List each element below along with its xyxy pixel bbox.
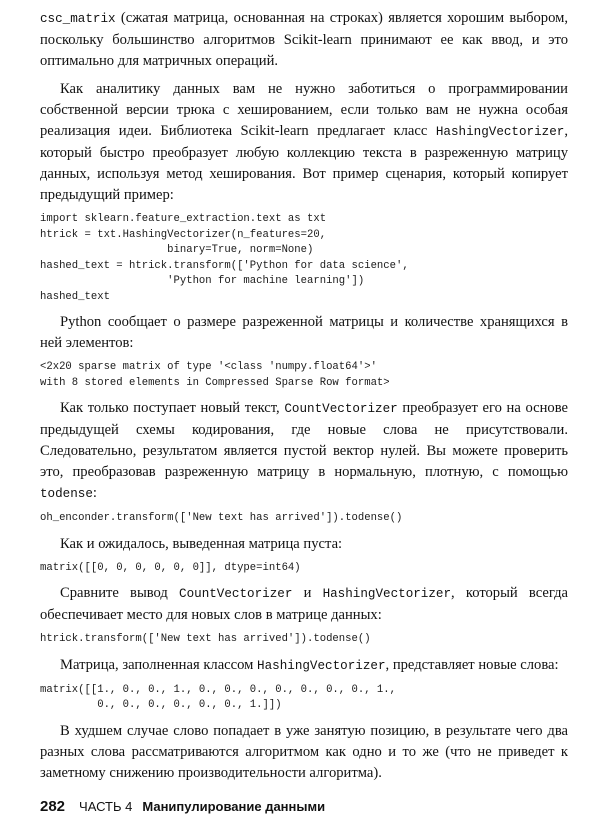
inline-code: HashingVectorizer — [435, 125, 565, 139]
paragraph-text: , представляет новые слова: — [385, 656, 559, 673]
paragraph-text: Как только поступает новый текст, — [60, 400, 285, 416]
inline-code: CountVectorizer — [179, 587, 293, 601]
inline-code: CountVectorizer — [284, 402, 398, 416]
paragraph-4 — [40, 398, 568, 505]
inline-code: todense — [40, 487, 93, 501]
paragraph-text: , который быстро преобразует любую коллекцию текста в разреженную матрицу данных, используя метод хеширования. Вот пример сценария, который копирует предыдущий пример: — [40, 123, 568, 203]
paragraph-2 — [40, 79, 568, 206]
code-block-hashing: import sklearn.feature_extraction.text as txt htrick = txt.HashingVectorizer(n_features=20, binary=True, norm=None) hashed_text = htrick.transform(['Python for data science', 'Python for machine learning']) hashed_text — [40, 213, 409, 303]
paragraph-text: и — [292, 585, 323, 601]
paragraph-1 — [40, 8, 568, 72]
paragraph-6 — [40, 583, 568, 626]
page-footer — [40, 798, 325, 815]
paragraph-text: преобразует его на основе предыдущей схемы кодирования, где новые слова не присутствовали. Следовательно, результатом является пустой вектор нулей. Вы можете проверить это, преобразовав разреженную матрицу в нормальную, плотную, с помощью — [40, 400, 568, 480]
part-label: ЧАСТЬ 4 — [79, 799, 133, 814]
paragraph-text: (сжатая матрица, основанная на строках) является хорошим выбором, поскольку большинство алгоритмов Scikit-learn принимают ее как ввод, и это оптимально для матричных операций. — [40, 10, 568, 69]
code-block-empty-matrix: matrix([[0, 0, 0, 0, 0, 0]], dtype=int64) — [40, 561, 301, 574]
code-block-hashed-matrix: matrix([[1., 0., 0., 1., 0., 0., 0., 0., 0., 0., 0., 1., 0., 0., 0., 0., 0., 0., 1.]]) — [40, 683, 397, 711]
paragraph-text: , который всегда обеспечивает место для новых слов в матрице данных: — [40, 585, 568, 623]
paragraph-text: Как аналитику данных вам не нужно заботиться о программировании собственной версии трюка с хешированием, если только вам не нужна особая реализация идеи. Библиотека Scikit-learn предлагает класс — [40, 81, 568, 139]
paragraph-text: : — [92, 485, 97, 501]
code-block-todense: oh_enconder.transform(['New text has arrived']).todense() — [40, 512, 403, 524]
inline-code: HashingVectorizer — [257, 658, 386, 673]
inline-code: csc_matrix — [40, 12, 116, 26]
code-block-sparse-output: <2x20 sparse matrix of type '<class 'numpy.float64'>' with 8 stored elements in Compressed Sparse Row format> — [40, 361, 390, 389]
paragraph-8: В худшем случае слово попадает в уже занятую позицию, в результате чего два разных слова рассматриваются алгоритмом как одно и то же (что не приведет к заметному снижению производительности алгоритма). — [40, 722, 568, 781]
chapter-title: Манипулирование данными — [142, 799, 326, 814]
paragraph-5: Как и ожидалось, выведенная матрица пуста: — [60, 535, 343, 552]
paragraph-3: Python сообщает о размере разреженной матрицы и количестве хранящихся в ней элементов: — [40, 314, 568, 351]
code-block-htrick-transform: htrick.transform(['New text has arrived']).todense() — [40, 633, 371, 645]
paragraph-7 — [40, 655, 568, 677]
paragraph-text: Сравните вывод — [60, 585, 180, 601]
page-content — [40, 8, 568, 784]
paragraph-text: Матрица, заполненная классом — [60, 656, 258, 673]
inline-code: HashingVectorizer — [322, 587, 452, 601]
page-number: 282 — [40, 798, 66, 815]
